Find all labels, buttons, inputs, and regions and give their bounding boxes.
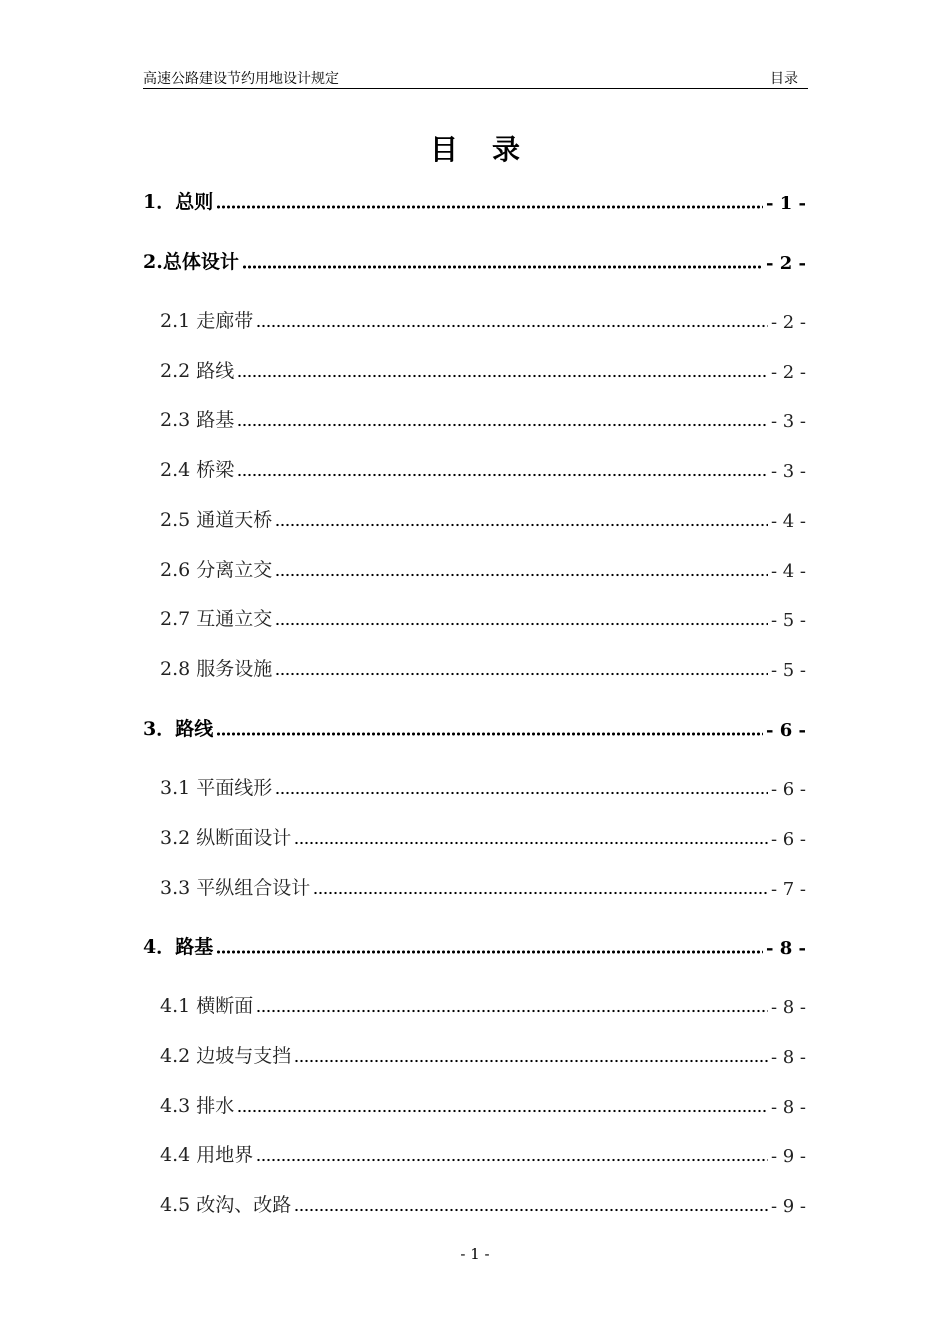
toc-entry[interactable] bbox=[143, 774, 806, 800]
toc-leader-dots bbox=[216, 732, 763, 736]
toc-entry-page: - 2 - bbox=[770, 362, 806, 383]
toc-entry-label: 3.1 平面线形 bbox=[160, 777, 273, 799]
toc-entry-page: - 9 - bbox=[770, 1146, 806, 1167]
toc-entry-label: 1．总则 bbox=[143, 191, 214, 213]
toc-leader-dots bbox=[275, 791, 768, 795]
toc-leader-dots bbox=[237, 473, 768, 477]
toc-leader-dots bbox=[237, 374, 768, 378]
toc-entry-page: - 5 - bbox=[770, 610, 806, 631]
toc-entry-page: - 4 - bbox=[770, 561, 806, 582]
toc-entry-page: - 8 - bbox=[770, 1097, 806, 1118]
toc-entry-label: 2.总体设计 bbox=[143, 251, 239, 273]
toc-entry-label: 2.6 分离立交 bbox=[160, 559, 273, 581]
toc-entry[interactable] bbox=[143, 874, 806, 900]
toc-leader-dots bbox=[275, 523, 768, 527]
toc-entry-page: - 6 - bbox=[766, 720, 806, 741]
toc-entry-page: - 7 - bbox=[770, 879, 806, 900]
toc-entry[interactable] bbox=[143, 307, 806, 333]
toc-leader-dots bbox=[275, 622, 768, 626]
toc-entry-page: - 4 - bbox=[770, 511, 806, 532]
toc-entry-label: 3．路线 bbox=[143, 718, 214, 740]
toc-entry-page: - 2 - bbox=[770, 312, 806, 333]
toc-leader-dots bbox=[242, 265, 763, 269]
toc-entry[interactable] bbox=[143, 406, 806, 432]
toc-entry-label: 4.2 边坡与支挡 bbox=[160, 1045, 292, 1067]
toc-entry-page: - 5 - bbox=[770, 660, 806, 681]
toc-leader-dots bbox=[256, 324, 768, 328]
header-document-title: 高速公路建设节约用地设计规定 bbox=[143, 71, 339, 87]
toc-entry-label: 2.3 路基 bbox=[160, 409, 235, 431]
toc-leader-dots bbox=[237, 423, 768, 427]
toc-leader-dots bbox=[216, 205, 763, 209]
toc-entry-label: 4．路基 bbox=[143, 936, 214, 958]
toc-entry[interactable] bbox=[143, 1042, 806, 1068]
toc-entry[interactable] bbox=[143, 1092, 806, 1118]
toc-entry[interactable] bbox=[143, 357, 806, 383]
toc-entry-page: - 9 - bbox=[770, 1196, 806, 1217]
toc-leader-dots bbox=[275, 573, 768, 577]
toc-entry[interactable] bbox=[143, 655, 806, 681]
toc-entry-page: - 3 - bbox=[770, 411, 806, 432]
toc-leader-dots bbox=[256, 1009, 768, 1013]
page-header bbox=[143, 64, 808, 89]
toc-entry-label: 4.1 横断面 bbox=[160, 995, 254, 1017]
header-section-name: 目录 bbox=[770, 71, 798, 87]
toc-leader-dots bbox=[237, 1109, 768, 1113]
toc-entry[interactable] bbox=[143, 1141, 806, 1167]
page-title: 目录 bbox=[429, 133, 554, 166]
toc-entry[interactable] bbox=[143, 188, 806, 214]
toc-entry[interactable] bbox=[143, 506, 806, 532]
toc-entry-page: - 1 - bbox=[766, 193, 806, 214]
toc-entry-page: - 3 - bbox=[770, 461, 806, 482]
toc-entry-label: 4.5 改沟、改路 bbox=[160, 1194, 292, 1216]
toc-entry-label: 3.2 纵断面设计 bbox=[160, 827, 292, 849]
toc-leader-dots bbox=[294, 1059, 768, 1063]
toc-leader-dots bbox=[275, 672, 768, 676]
toc-leader-dots bbox=[313, 891, 768, 895]
toc-entry-page: - 8 - bbox=[766, 938, 806, 959]
toc-entry[interactable] bbox=[143, 248, 806, 274]
toc-entry-label: 2.4 桥梁 bbox=[160, 459, 235, 481]
toc-entry-label: 3.3 平纵组合设计 bbox=[160, 877, 311, 899]
toc-entry-label: 4.3 排水 bbox=[160, 1095, 235, 1117]
toc-entry-label: 4.4 用地界 bbox=[160, 1144, 254, 1166]
toc-entry-page: - 8 - bbox=[770, 997, 806, 1018]
toc-entry-page: - 2 - bbox=[766, 253, 806, 274]
toc-entry-page: - 8 - bbox=[770, 1047, 806, 1068]
page-number: - 1 - bbox=[460, 1245, 490, 1263]
toc-entry-label: 2.8 服务设施 bbox=[160, 658, 273, 680]
toc-entry[interactable] bbox=[143, 605, 806, 631]
toc-leader-dots bbox=[256, 1158, 768, 1162]
toc-entry-page: - 6 - bbox=[770, 829, 806, 850]
toc-leader-dots bbox=[294, 841, 768, 845]
toc-entry[interactable] bbox=[143, 456, 806, 482]
toc-entry[interactable] bbox=[143, 933, 806, 959]
toc-leader-dots bbox=[294, 1208, 768, 1212]
toc-entry[interactable] bbox=[143, 715, 806, 741]
toc-entry[interactable] bbox=[143, 992, 806, 1018]
toc-entry[interactable] bbox=[143, 1191, 806, 1217]
toc-leader-dots bbox=[216, 950, 763, 954]
toc-entry-label: 2.5 通道天桥 bbox=[160, 509, 273, 531]
toc-entry[interactable] bbox=[143, 824, 806, 850]
toc-entry-label: 2.7 互通立交 bbox=[160, 608, 273, 630]
toc-entry-page: - 6 - bbox=[770, 779, 806, 800]
toc-entry[interactable] bbox=[143, 556, 806, 582]
toc-entry-label: 2.1 走廊带 bbox=[160, 310, 254, 332]
toc-entry-label: 2.2 路线 bbox=[160, 360, 235, 382]
